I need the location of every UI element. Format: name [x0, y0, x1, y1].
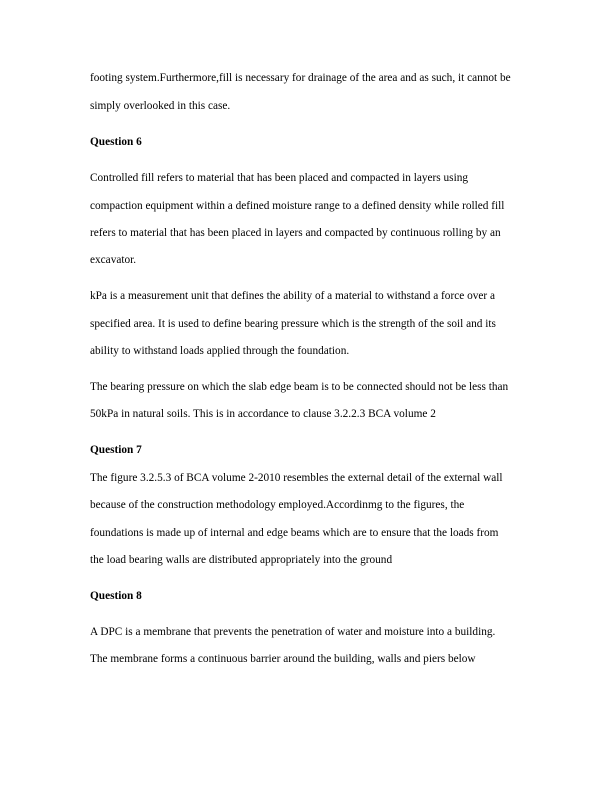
- paragraph-line: ability to withstand loads applied through the foundation.: [90, 345, 350, 357]
- paragraph-line: The bearing pressure on which the slab edge beam is to be connected should not be less than: [90, 381, 509, 393]
- question-7-heading: Question 7: [90, 444, 142, 456]
- paragraph-line: compaction equipment within a defined moisture range to a defined density while rolled fill: [90, 200, 505, 212]
- question-8-heading: Question 8: [90, 590, 142, 602]
- paragraph-line: Controlled fill refers to material that has been placed and compacted in layers using: [90, 172, 468, 184]
- paragraph-line: simply overlooked in this case.: [90, 100, 231, 112]
- paragraph-line: The figure 3.2.5.3 of BCA volume 2-2010 resembles the external detail of the external wall: [90, 472, 503, 484]
- paragraph-line: excavator.: [90, 254, 137, 266]
- paragraph-line: kPa is a measurement unit that defines the ability of a material to withstand a force over a: [90, 290, 495, 302]
- paragraph-line: specified area. It is used to define bearing pressure which is the strength of the soil and its: [90, 318, 496, 330]
- paragraph-line: foundations is made up of internal and edge beams which are to ensure that the loads from: [90, 527, 499, 539]
- paragraph-line: footing system.Furthermore,fill is necessary for drainage of the area and as such, it cannot be: [90, 72, 511, 84]
- paragraph-line: the load bearing walls are distributed appropriately into the ground: [90, 554, 393, 566]
- paragraph-line: The membrane forms a continuous barrier around the building, walls and piers below: [90, 653, 476, 665]
- question-6-heading: Question 6: [90, 136, 142, 148]
- paragraph-line: because of the construction methodology employed.Accordinmg to the figures, the: [90, 499, 465, 511]
- paragraph-line: A DPC is a membrane that prevents the penetration of water and moisture into a building.: [90, 626, 496, 638]
- paragraph-line: 50kPa in natural soils. This is in accordance to clause 3.2.2.3 BCA volume 2: [90, 408, 436, 420]
- paragraph-line: refers to material that has been placed in layers and compacted by continuous rolling by an: [90, 227, 501, 239]
